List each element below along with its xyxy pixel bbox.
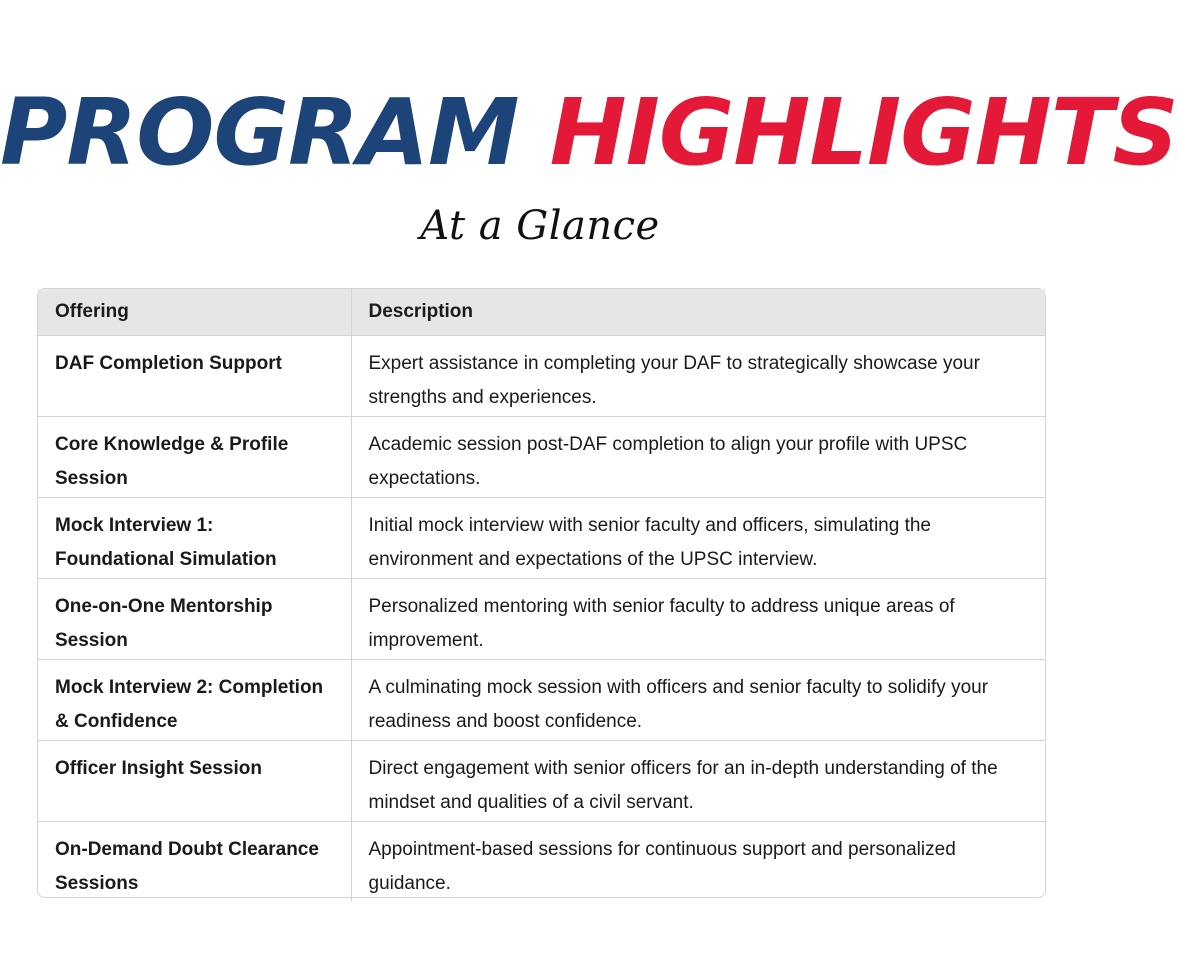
table-header-row [38,289,1045,335]
title-word-program: PROGRAM [0,79,519,186]
table-row [38,659,1045,740]
highlights-table [37,288,1046,898]
offering-cell: Core Knowledge & Profile Session [38,416,351,497]
table-row [38,821,1045,902]
offering-cell: On-Demand Doubt Clearance Sessions [38,821,351,902]
table-row [38,578,1045,659]
description-cell: Appointment-based sessions for continuous support and personalized guidance. [351,821,1045,902]
table-row [38,416,1045,497]
table-row [38,335,1045,416]
page-title [0,78,1178,188]
column-header-description: Description [351,289,1045,335]
description-cell: Direct engagement with senior officers for an in-depth understanding of the mindset and qualities of a civil servant. [351,740,1045,821]
description-cell: Personalized mentoring with senior faculty to address unique areas of improvement. [351,578,1045,659]
description-cell: Expert assistance in completing your DAF to strategically showcase your strengths and experiences. [351,335,1045,416]
column-header-offering: Offering [38,289,351,335]
page-subtitle: At a Glance [420,203,660,249]
description-cell: A culminating mock session with officers and senior faculty to solidify your readiness and boost confidence. [351,659,1045,740]
description-cell: Initial mock interview with senior faculty and officers, simulating the environment and expectations of the UPSC interview. [351,497,1045,578]
description-cell: Academic session post-DAF completion to align your profile with UPSC expectations. [351,416,1045,497]
offering-cell: Mock Interview 2: Completion & Confidence [38,659,351,740]
offering-cell: DAF Completion Support [55,352,282,374]
table-row [38,497,1045,578]
offering-cell: Mock Interview 1: Foundational Simulation [38,497,351,578]
offering-cell: Officer Insight Session [38,740,351,821]
offering-cell: One-on-One Mentorship Session [38,578,351,659]
table-row [38,740,1045,821]
title-word-highlights: HIGHLIGHTS [549,79,1178,186]
